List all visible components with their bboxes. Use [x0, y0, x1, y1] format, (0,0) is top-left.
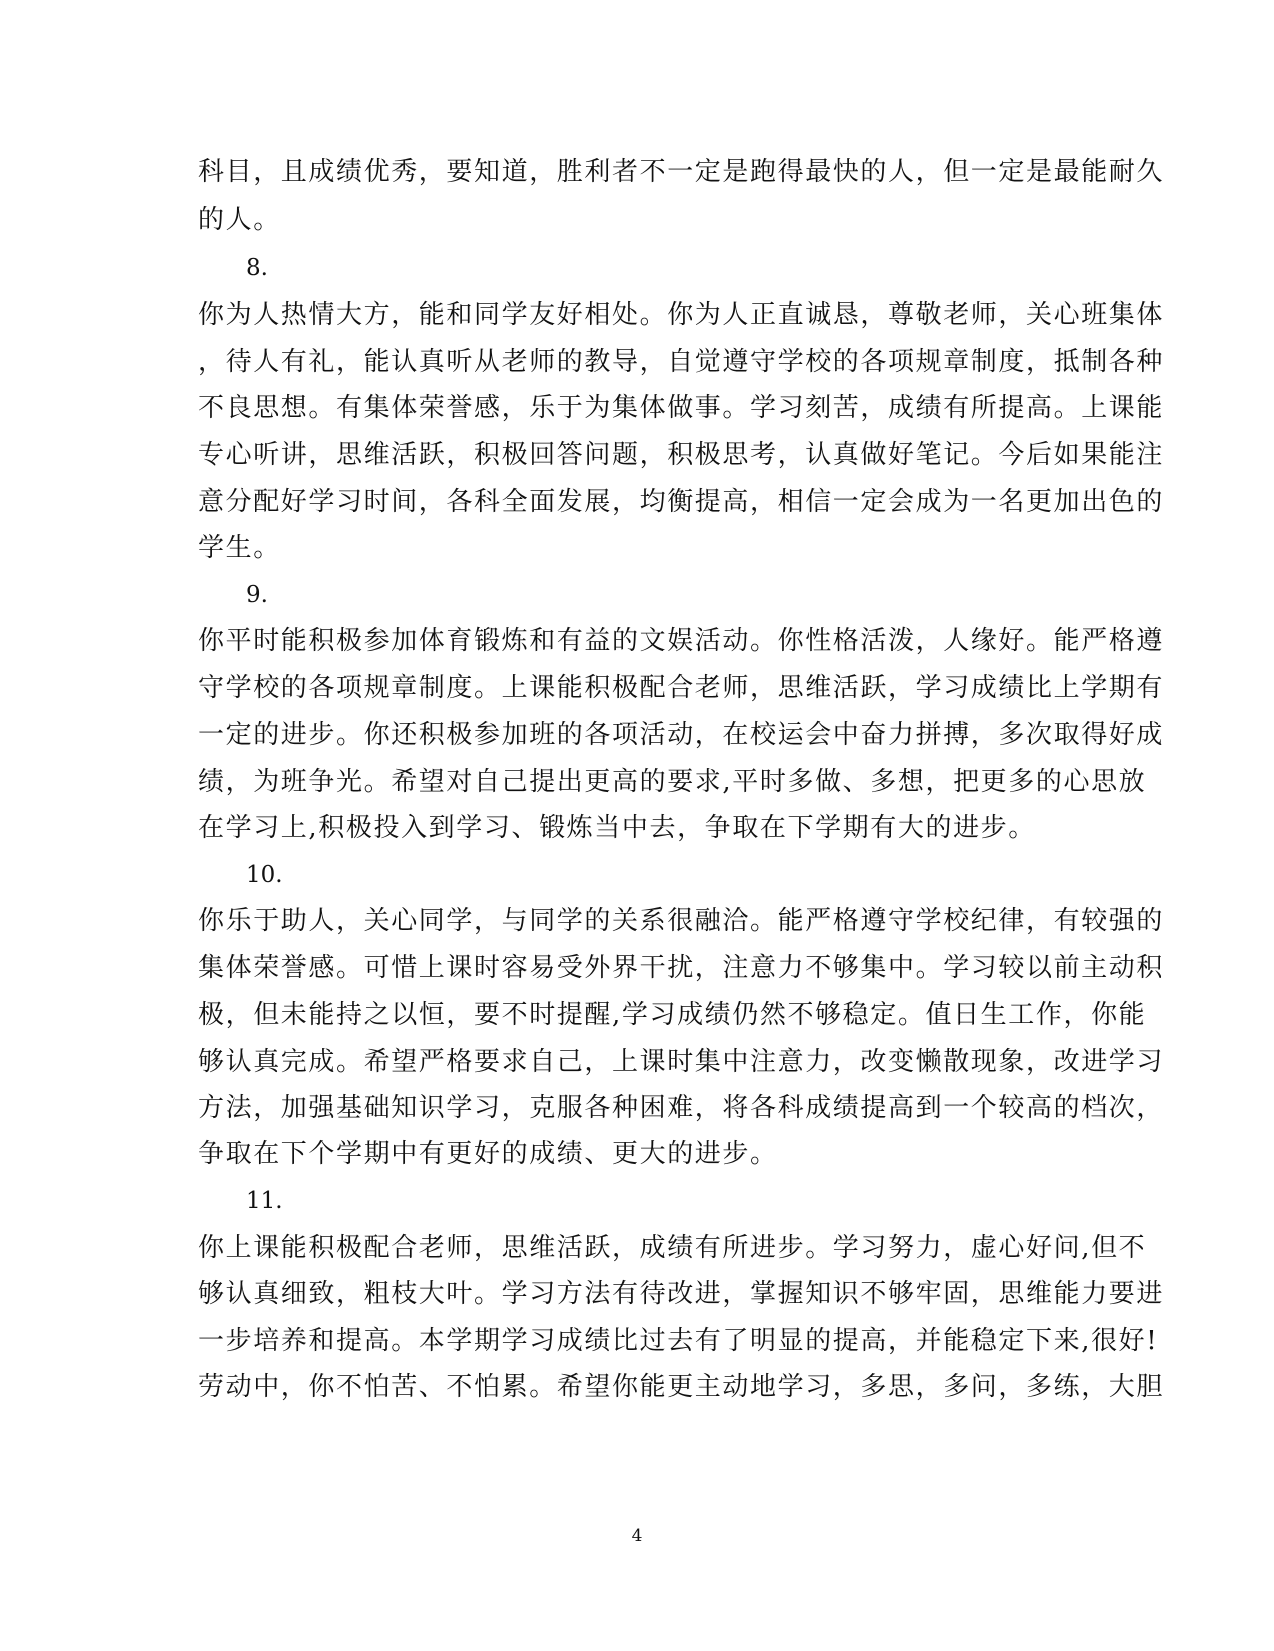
paragraph-line: 极，但未能持之以恒，要不时提醒,学习成绩仍然不够稳定。值日生工作，你能 [198, 1000, 1147, 1030]
paragraph-line: 科目，且成绩优秀，要知道，胜利者不一定是跑得最快的人，但一定是最能耐久 [198, 157, 1165, 187]
paragraph-line: 你乐于助人，关心同学，与同学的关系很融洽。能严格遵守学校纪律，有较强的 [198, 906, 1165, 936]
paragraph-line: 你平时能积极参加体育锻炼和有益的文娱活动。你性格活泼，人缘好。能严格遵 [198, 626, 1165, 656]
paragraph-line: 意分配好学习时间，各科全面发展，均衡提高，相信一定会成为一名更加出色的 [198, 487, 1165, 517]
paragraph-line: 专心听讲，思维活跃，积极回答问题，积极思考，认真做好笔记。今后如果能注 [198, 440, 1165, 470]
paragraph-line: 方法，加强基础知识学习，克服各种困难，将各科成绩提高到一个较高的档次， [198, 1093, 1165, 1123]
paragraph-line: 学生。 [198, 533, 281, 563]
paragraph-line: 的人。 [198, 205, 281, 235]
paragraph-line: 劳动中，你不怕苦、不怕累。希望你能更主动地学习，多思，多问，多练，大胆 [198, 1372, 1165, 1402]
paragraph-line: 你上课能积极配合老师，思维活跃，成绩有所进步。学习努力，虚心好问,但不 [198, 1233, 1147, 1263]
paragraph-line: 一步培养和提高。本学期学习成绩比过去有了明显的提高，并能稳定下来,很好! [198, 1326, 1159, 1356]
item-number: 8. [246, 255, 268, 281]
paragraph-line: 一定的进步。你还积极参加班的各项活动，在校运会中奋力拼搏，多次取得好成 [198, 720, 1165, 750]
paragraph-line: 不良思想。有集体荣誉感，乐于为集体做事。学习刻苦，成绩有所提高。上课能 [198, 393, 1165, 423]
paragraph-line: ，待人有礼，能认真听从老师的教导，自觉遵守学校的各项规章制度，抵制各种 [198, 347, 1165, 377]
paragraph-line: 够认真完成。希望严格要求自己，上课时集中注意力，改变懒散现象，改进学习 [198, 1047, 1165, 1077]
paragraph-line: 够认真细致，粗枝大叶。学习方法有待改进，掌握知识不够牢固，思维能力要进 [198, 1279, 1165, 1309]
paragraph-line: 争取在下个学期中有更好的成绩、更大的进步。 [198, 1139, 778, 1169]
paragraph-line: 在学习上,积极投入到学习、锻炼当中去，争取在下学期有大的进步。 [198, 813, 1036, 843]
item-number: 10. [246, 862, 283, 888]
item-number: 11. [246, 1188, 283, 1214]
paragraph-line: 集体荣誉感。可惜上课时容易受外界干扰，注意力不够集中。学习较以前主动积 [198, 953, 1165, 983]
paragraph-line: 你为人热情大方，能和同学友好相处。你为人正直诚恳，尊敬老师，关心班集体 [198, 300, 1165, 330]
page-number: 4 [631, 1526, 643, 1546]
paragraph-line: 守学校的各项规章制度。上课能积极配合老师，思维活跃，学习成绩比上学期有 [198, 673, 1165, 703]
item-number: 9. [246, 582, 268, 608]
paragraph-line: 绩，为班争光。希望对自己提出更高的要求,平时多做、多想，把更多的心思放 [198, 767, 1147, 797]
